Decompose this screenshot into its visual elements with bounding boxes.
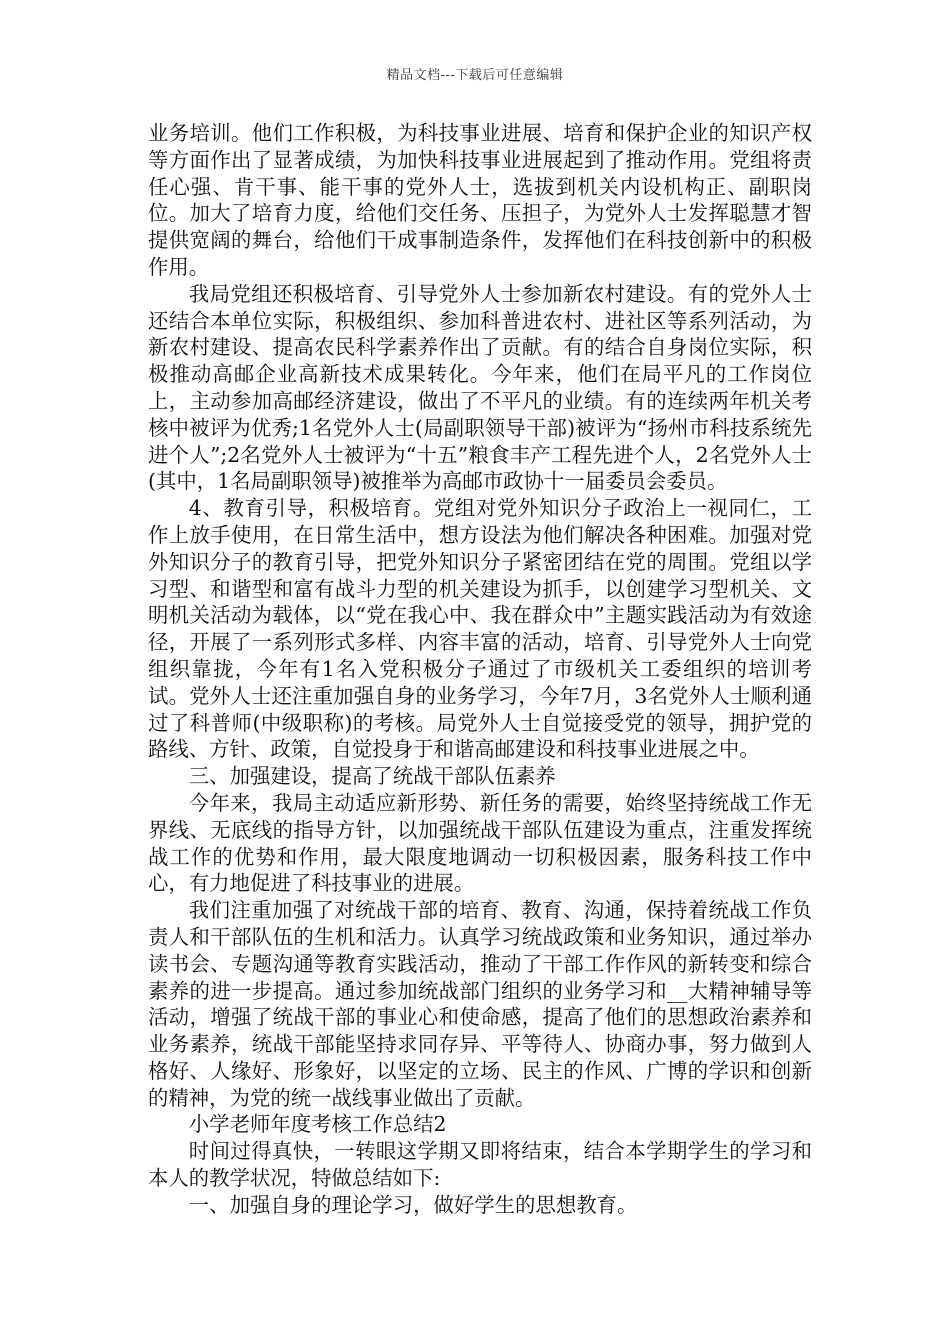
page-header: 精品文档---下载后可任意编辑 xyxy=(386,68,564,83)
paragraph-6: 时间过得真快，一转眼这学期又即将结束，结合本学期学生的学习和本人的教学状况，特做总结如下: xyxy=(148,1139,812,1191)
paragraph-2: 我局党组还积极培育、引导党外人士参加新农村建设。有的党外人士还结合本单位实际，积极组织、参加科普进农村、进社区等系列活动，为新农村建设、提高农民科学素养作出了贡献。有的结合自身岗位实际，积极推动高邮企业高新技术成果转化。今年来，他们在局平凡的工作岗位上，主动参加高邮经济建设，做出了不平凡的业绩。有的连续两年机关考核中被评为优秀;1名党外人士(局副职领导干部)被评为“扬州市科技系统先进个人”;2名党外人士被评为“十五”粮食丰产工程先进个人，2名党外人士(其中，1名局副职领导)被推举为高邮市政协十一届委员会委员。 xyxy=(148,281,812,494)
section-heading-1: 一、加强自身的理论学习，做好学生的思想教育。 xyxy=(188,1192,638,1217)
document-body xyxy=(148,120,812,1219)
paragraph-5: 我们注重加强了对统战干部的培育、教育、沟通，保持着统战工作负责人和干部队伍的生机和活力。认真学习统战政策和业务知识，通过举办读书会、专题沟通等教育实践活动，推动了干部工作作风的新转变和综合素养的进一步提高。通过参加统战部门组织的业务学习和__大精神辅导等活动，增强了统战干部的事业心和使命感，提高了他们的思想政治素养和业务素养，统战干部能坚持求同存异、平等待人、协商办事，努力做到人格好、人缘好、形象好，以坚定的立场、民主的作风、广博的学识和创新的精神，为党的统一战线事业做出了贡献。 xyxy=(148,898,812,1110)
document-title-2: 小学老师年度考核工作总结2 xyxy=(188,1112,447,1137)
paragraph-4: 今年来，我局主动适应新形势、新任务的需要，始终坚持统战工作无界线、无底线的指导方针，以加强统战干部队伍建设为重点，注重发挥统战工作的优势和作用，最大限度地调动一切积极因素，服务科技工作中心，有力地促进了科技事业的进展。 xyxy=(148,790,812,896)
paragraph-1: 业务培训。他们工作积极，为科技事业进展、培育和保护企业的知识产权等方面作出了显著成绩，为加快科技事业进展起到了推动作用。党组将责任心强、肯干事、能干事的党外人士，选拔到机关内设机构正、副职岗位。加大了培育力度，给他们交任务、压担子，为党外人士发挥聪慧才智提供宽阔的舞台，给他们干成事制造条件，发挥他们在科技创新中的积极作用。 xyxy=(148,121,812,279)
paragraph-3: 4、教育引导，积极培育。党组对党外知识分子政治上一视同仁，工作上放手使用，在日常生活中，想方设法为他们解决各种困难。加强对党外知识分子的教育引导，把党外知识分子紧密团结在党的周围。党组以学习型、和谐型和富有战斗力型的机关建设为抓手，以创建学习型机关、文明机关活动为载体，以“党在我心中、我在群众中”主题实践活动为有效途径，开展了一系列形式多样、内容丰富的活动，培育、引导党外人士向党组织靠拢，今年有1名入党积极分子通过了市级机关工委组织的培训考试。党外人士还注重加强自身的业务学习，今年7月，3名党外人士顺利通过了科普师(中级职称)的考核。局党外人士自觉接受党的领导，拥护党的路线、方针、政策，自觉投身于和谐高邮建设和科技事业进展之中。 xyxy=(148,496,812,762)
section-heading-3: 三、加强建设，提高了统战干部队伍素养 xyxy=(188,764,556,789)
